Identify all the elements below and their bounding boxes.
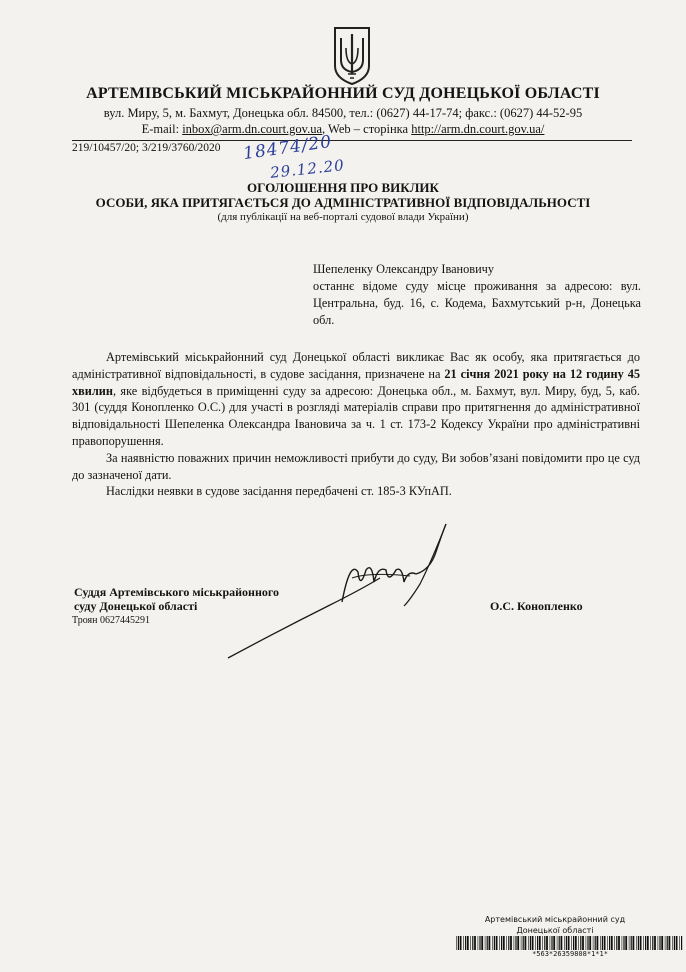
court-address: вул. Миру, 5, м. Бахмут, Донецька обл. 84500, тел.: (0627) 44-17-74; факс.: (0627) 44-52-95 bbox=[103, 106, 583, 120]
court-contacts bbox=[0, 122, 686, 137]
barcode-icon bbox=[456, 936, 684, 950]
stamp-region: Донецької області bbox=[516, 926, 594, 935]
judge-name: О.С. Конопленко bbox=[490, 599, 583, 613]
barcode-number: *563*26359808*1*1* bbox=[532, 950, 608, 958]
trident-emblem-icon bbox=[331, 26, 373, 86]
email-link[interactable]: inbox@arm.dn.court.gov.ua bbox=[182, 122, 323, 136]
body-paragraph-1 bbox=[72, 349, 640, 450]
case-numbers: 219/10457/20; 3/219/3760/2020 bbox=[72, 142, 221, 154]
handwritten-outgoing-number: 18474/20 bbox=[242, 131, 334, 165]
notice-title-line2: ОСОБИ, ЯКА ПРИТЯГАЄТЬСЯ ДО АДМІНІСТРАТИВНОЇ ВІДПОВІДАЛЬНОСТІ bbox=[95, 195, 591, 210]
judge-position-line2: суду Донецької області bbox=[74, 599, 198, 613]
body-p1-text: Артемівський міськрайонний суд Донецької області викликає Вас як особу, яка притягається до адміністративної відповідальності, в судове засідання, призначене на bbox=[72, 350, 640, 381]
body-paragraph-3: Наслідки неявки в судове засідання передбачені ст. 185-3 КУпАП. bbox=[106, 484, 452, 499]
notice-title: ОГОЛОШЕННЯ ПРО ВИКЛИК bbox=[247, 180, 439, 195]
executor-contact: Троян 0627445291 bbox=[72, 615, 150, 626]
court-name: АРТЕМІВСЬКИЙ МІСЬКРАЙОННИЙ СУД ДОНЕЦЬКОЇ ОБЛАСТІ bbox=[86, 85, 600, 102]
handwritten-date: 29.12.20 bbox=[269, 156, 346, 182]
judge-position: Суддя Артемівського міськрайонного bbox=[74, 585, 280, 599]
stamp-court-name: Артемівський міськрайонний суд bbox=[484, 915, 626, 924]
notice-body bbox=[72, 349, 640, 500]
web-link[interactable]: http://arm.dn.court.gov.ua/ bbox=[411, 122, 545, 136]
email-label: E-mail: bbox=[141, 122, 183, 136]
recipient-block bbox=[313, 261, 641, 329]
notice-subtitle: (для публікації на веб-порталі судової влади України) bbox=[217, 211, 469, 223]
recipient-name: Шепеленку Олександру Івановичу bbox=[313, 262, 495, 276]
recipient-address: останнє відоме суду місце проживання за адресою: вул. Центральна, буд. 16, с. Кодема, Бахмутський р-н, Донецька обл. bbox=[313, 279, 641, 327]
hearing-datetime: 21 січня 2021 року на 12 годину 45 хвилин bbox=[72, 366, 640, 398]
web-label: , Web – сторінка bbox=[322, 122, 412, 136]
body-paragraph-2: За наявністю поважних причин неможливості прибути до суду, Ви зобов’язані повідомити про це суд до зазначеної дати. bbox=[72, 450, 640, 482]
header-divider bbox=[72, 140, 632, 141]
body-p1-text-cont: , яке відбудеться в приміщенні суду за адресою: Донецька обл., м. Бахмут, вул. Миру, буд, 5, каб. 301 (суддя Конопленко О.С.) для участі в розгляді матеріалів справи про притягнення до адміністративної відповідальності Шепеленка Олександра Івановича за ч. 1 ст. 173-2 Кодексу України про адміністративні правопорушення. bbox=[72, 383, 640, 448]
